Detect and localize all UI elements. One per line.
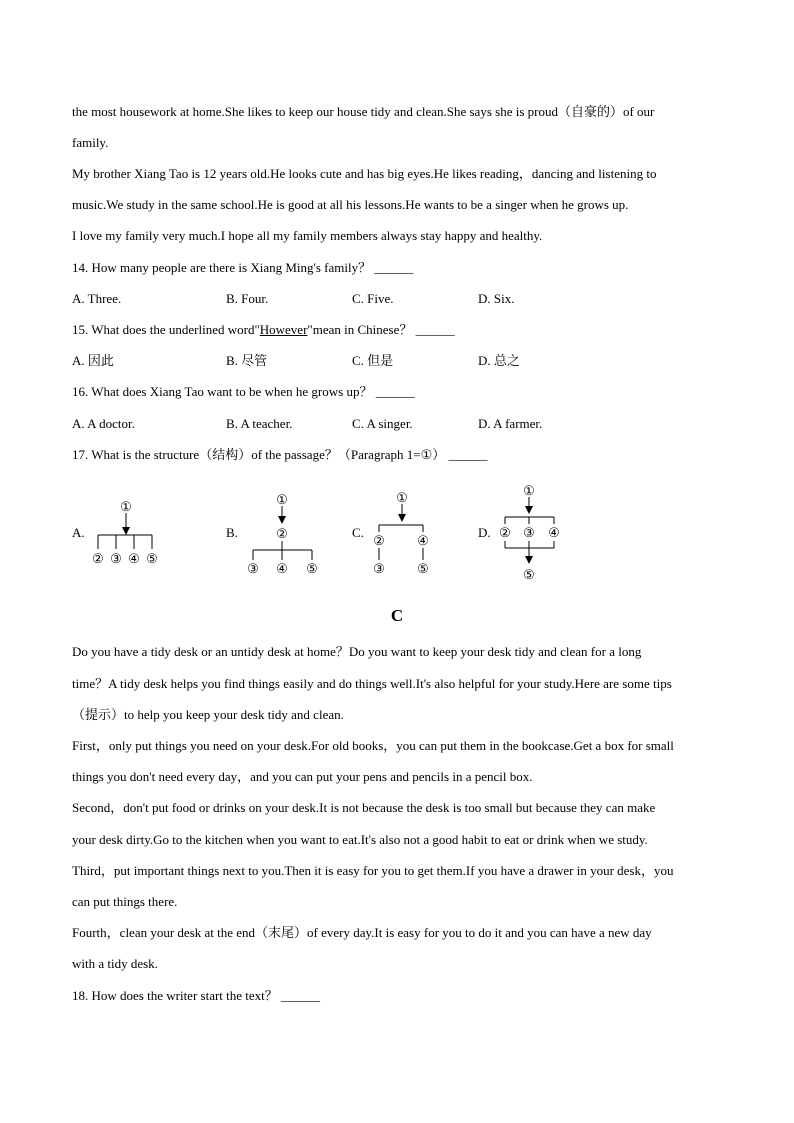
passage-b-line-4: music.We study in the same school.He is good at all his lessons.He wants to be a singer when he grows up.: [72, 197, 629, 212]
question-16-stem: 16. What does Xiang Tao want to be when he grows up？ ______: [72, 384, 415, 399]
q17-diagram-b: [240, 488, 330, 578]
question-18-stem: 18. How does the writer start the text？ ______: [72, 988, 321, 1003]
q15-underlined-word: However: [259, 322, 308, 337]
q15-option-b[interactable]: B. 尽管: [226, 353, 268, 368]
q15-stem-post: "mean in Chinese？ ______: [307, 322, 455, 337]
q16-option-c[interactable]: C. A singer.: [352, 416, 413, 431]
question-17-stem: 17. What is the structure（结构）of the passage？（Paragraph 1=①） ______: [72, 447, 488, 462]
q16-option-d[interactable]: D. A farmer.: [478, 416, 543, 431]
q17-option-c-label[interactable]: C.: [352, 525, 364, 540]
passage-b-line-1: the most housework at home.She likes to keep our house tidy and clean.She says she is proud（自豪的）of our: [72, 104, 655, 119]
passage-c-line-10: Fourth，clean your desk at the end（末尾）of every day.It is easy for you to do it and you can have a new day: [72, 925, 652, 940]
passage-c-line-5: things you don't need every day，and you can put your pens and pencils in a pencil box.: [72, 769, 533, 784]
q14-option-d[interactable]: D. Six.: [478, 291, 515, 306]
diagram-d-node-3: ③: [523, 525, 535, 540]
diagram-c-node-3: ③: [373, 561, 385, 576]
diagram-a-node-3: ③: [110, 551, 122, 566]
passage-c-line-7: your desk dirty.Go to the kitchen when you want to eat.It's also not a good habit to eat or drink when we study.: [72, 832, 648, 847]
passage-b-line-3: My brother Xiang Tao is 12 years old.He looks cute and has big eyes.He likes reading，dancing and listening to: [72, 166, 657, 181]
q16-option-a[interactable]: A. A doctor.: [72, 416, 135, 431]
q15-stem-pre: 15. What does the underlined word": [72, 322, 260, 337]
section-c-heading: C: [390, 606, 404, 625]
diagram-a-node-1: ①: [120, 499, 132, 514]
q17-option-a-label[interactable]: A.: [72, 525, 85, 540]
passage-b-line-2: family.: [72, 135, 109, 150]
diagram-c-node-1: ①: [396, 490, 408, 505]
q17-diagram-a: [86, 495, 166, 575]
diagram-c-node-4: ④: [417, 533, 429, 548]
q15-option-d[interactable]: D. 总之: [478, 353, 520, 368]
passage-c-line-8: Third，put important things next to you.Then it is easy for you to get them.If you have a drawer in your desk，you: [72, 863, 674, 878]
q15-option-a[interactable]: A. 因此: [72, 353, 114, 368]
diagram-a-node-4: ④: [128, 551, 140, 566]
q14-option-c[interactable]: C. Five.: [352, 291, 394, 306]
q16-option-b[interactable]: B. A teacher.: [226, 416, 293, 431]
diagram-b-node-4: ④: [276, 561, 288, 576]
passage-b-line-5: I love my family very much.I hope all my family members always stay happy and healthy.: [72, 228, 543, 243]
diagram-b-node-3: ③: [247, 561, 259, 576]
q17-option-d-label[interactable]: D.: [478, 525, 491, 540]
diagram-b-node-5: ⑤: [306, 561, 318, 576]
q14-option-b[interactable]: B. Four.: [226, 291, 269, 306]
q15-option-c[interactable]: C. 但是: [352, 353, 394, 368]
passage-c-line-11: with a tidy desk.: [72, 956, 158, 971]
passage-c-line-4: First，only put things you need on your desk.For old books，you can put them in the bookcase.Get a box for small: [72, 738, 674, 753]
diagram-b-node-1: ①: [276, 492, 288, 507]
q17-diagram-c: [366, 486, 446, 578]
q14-option-a[interactable]: A. Three.: [72, 291, 122, 306]
diagram-c-node-5: ⑤: [417, 561, 429, 576]
diagram-d-node-4: ④: [548, 525, 560, 540]
passage-c-line-3: （提示）to help you keep your desk tidy and clean.: [72, 707, 344, 722]
passage-c-line-2: time？A tidy desk helps you find things easily and do things well.It's also helpful for your study.Here are some tips: [72, 676, 672, 691]
passage-c-line-9: can put things there.: [72, 894, 178, 909]
diagram-b-node-2: ②: [276, 526, 288, 541]
diagram-c-node-2: ②: [373, 533, 385, 548]
diagram-a-node-2: ②: [92, 551, 104, 566]
diagram-a-node-5: ⑤: [146, 551, 158, 566]
q17-option-b-label[interactable]: B.: [226, 525, 238, 540]
question-15-stem: [72, 322, 455, 338]
q17-diagram-d: [492, 480, 572, 584]
diagram-d-node-5: ⑤: [523, 567, 535, 582]
diagram-d-node-1: ①: [523, 483, 535, 498]
passage-c-line-1: Do you have a tidy desk or an untidy desk at home？Do you want to keep your desk tidy and clean for a long: [72, 644, 642, 659]
question-14-stem: 14. How many people are there is Xiang Ming's family？ ______: [72, 260, 414, 275]
diagram-d-node-2: ②: [499, 525, 511, 540]
passage-c-line-6: Second，don't put food or drinks on your desk.It is not because the desk is too small but because they can make: [72, 800, 656, 815]
